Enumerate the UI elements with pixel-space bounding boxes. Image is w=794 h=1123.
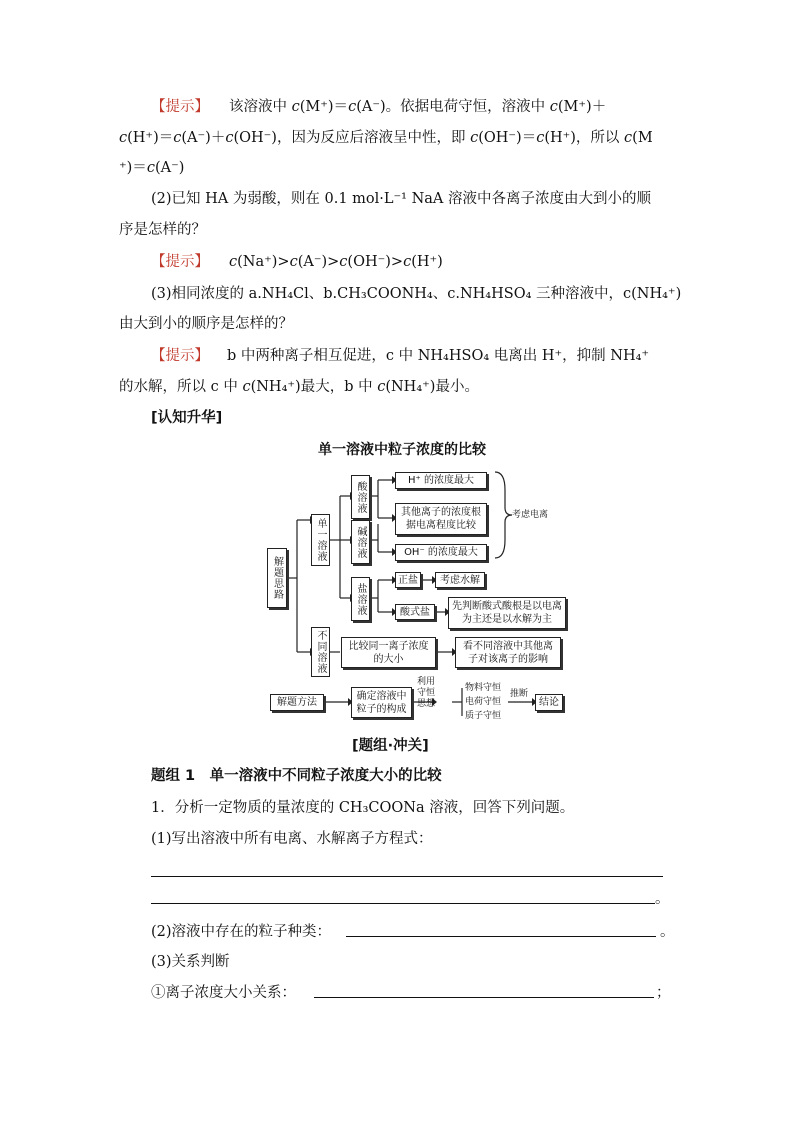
diagram-method: 解题方法 (270, 694, 324, 711)
hint-2-text: c(Na⁺)>c(A⁻)>c(OH⁻)>c(H⁺) (229, 254, 443, 270)
hint-label: 【提示】 (151, 99, 209, 115)
question-3-cont: 由大到小的顺序是怎样的？ (119, 316, 293, 332)
hint-1-line2: c(H⁺)＝c(A⁻)＋c(OH⁻)，因为反应后溶液呈中性，即 c(OH⁻)＝c(H⁺)，所以 c(M (119, 130, 653, 146)
hint-label: 【提示】 (151, 254, 209, 270)
diagram-consider-ionization: 考虑电离 (512, 510, 549, 520)
diagram-acid-solution: 酸溶液 (351, 475, 370, 519)
diagram-other-ion: 其他离子的浓度根据电离程度比较 (395, 503, 487, 535)
item-1-3: (3)关系判断 (151, 954, 230, 970)
diagram-proton: 质子守恒 (465, 711, 502, 721)
diagram-title: 单一溶液中粒子浓度的比较 (318, 442, 486, 458)
diagram-root: 解题思路 (267, 548, 287, 608)
diagram-deduce: 推断 (510, 689, 529, 699)
hint-3-text: b 中两种离子相互促进，c 中 NH₄HSO₄ 电离出 H⁺，抑制 NH₄⁺ (227, 348, 650, 364)
item-1-2: (2)溶液中存在的粒子种类： (151, 924, 332, 940)
diagram-acid-salt-desc: 先判断酸式酸根是以电离为主还是以水解为主 (448, 597, 566, 629)
diagram-determine: 确定溶液中粒子的构成 (351, 687, 412, 718)
question-2: (2)已知 HA 为弱酸，则在 0.1 mol·L⁻¹ NaA 溶液中各离子浓度由大到小的顺 (151, 191, 651, 207)
item-1: 1．分析一定物质的量浓度的 CH₃COONa 溶液，回答下列问题。 (151, 800, 575, 816)
diagram-compare-same-ion: 比较同一离子浓度的大小 (341, 637, 436, 668)
period-2: 。 (660, 924, 675, 940)
diagram-salt-solution: 盐溶液 (351, 577, 370, 621)
diagram-consider-hydrolysis: 考虑水解 (435, 572, 485, 588)
diagram-use-conservation: 利用守恒思想 (416, 677, 435, 709)
answer-line-2[interactable] (151, 903, 655, 904)
question-2-cont: 序是怎样的？ (119, 222, 206, 238)
diagram-charge: 电荷守恒 (465, 697, 502, 707)
group1-title: 题组 1 单一溶液中不同粒子浓度大小的比较 (151, 768, 442, 784)
section-group: [题组·冲关] (352, 738, 429, 754)
hint-1-text: 该溶液中 c(M⁺)＝c(A⁻)。依据电荷守恒，溶液中 c(M⁺)＋ (229, 99, 607, 115)
hint-3-line2: 的水解，所以 c 中 c(NH₄⁺)最大，b 中 c(NH₄⁺)最小。 (119, 379, 479, 395)
diagram-h-max: H⁺ 的浓度最大 (395, 472, 487, 489)
question-3: (3)相同浓度的 a.NH₄Cl、b.CH₃COONH₄、c.NH₄HSO₄ 三种溶液中，c(NH₄⁺) (151, 286, 682, 302)
diagram-normal-salt: 正盐 (395, 572, 421, 588)
hint-label: 【提示】 (151, 348, 209, 364)
item-1-3a: ①离子浓度大小关系： (151, 985, 296, 1001)
diagram-acid-salt: 酸式盐 (395, 604, 435, 620)
section-upgrade: [认知升华] (151, 410, 223, 426)
answer-line-1[interactable] (151, 876, 663, 877)
answer-line-4[interactable] (314, 997, 654, 998)
diagram-see-others: 看不同溶液中其他离子对该离子的影响 (455, 637, 561, 668)
answer-line-3[interactable] (346, 936, 656, 937)
hint-1-line3: ⁺)＝c(A⁻) (119, 160, 185, 176)
diagram-single-solution: 单一溶液 (311, 514, 330, 566)
diagram-material: 物料守恒 (465, 683, 502, 693)
diagram-conclusion: 结论 (535, 694, 563, 711)
item-1-1: (1)写出溶液中所有电离、水解离子方程式： (151, 831, 433, 847)
diagram-oh-max: OH⁻ 的浓度最大 (395, 544, 487, 561)
diagram-diff-solution: 不同溶液 (311, 627, 330, 677)
diagram-base-solution: 碱溶液 (351, 520, 370, 564)
period-1: 。 (655, 891, 670, 907)
semicolon: ； (656, 985, 671, 1001)
